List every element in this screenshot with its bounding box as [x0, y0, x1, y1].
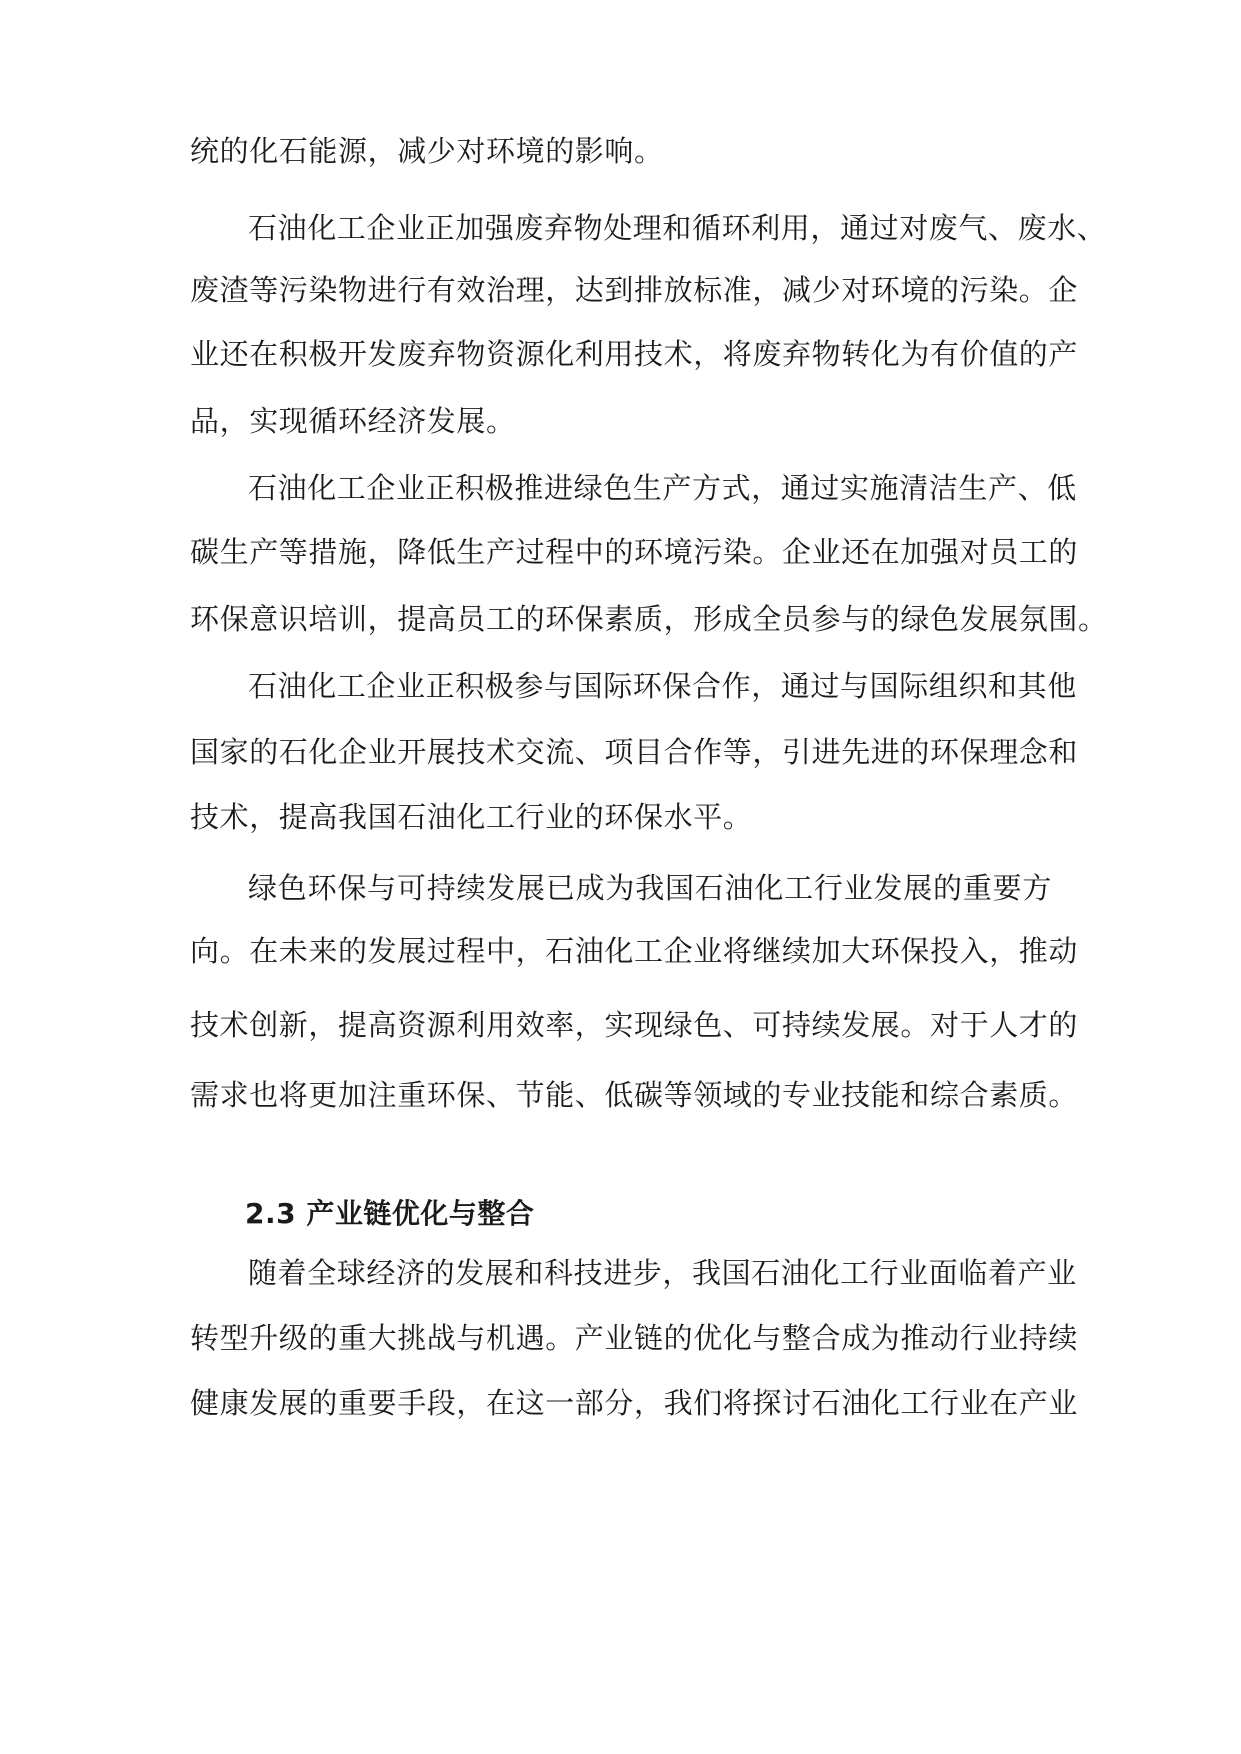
- text-line: 向。在未来的发展过程中，石油化工企业将继续加大环保投入，推动: [190, 934, 1079, 968]
- text-line: 石油化工企业正积极参与国际环保合作，通过与国际组织和其他: [248, 669, 1077, 703]
- text-line: 健康发展的重要手段，在这一部分，我们将探讨石油化工行业在产业: [190, 1386, 1079, 1420]
- section-heading: 2.3 产业链优化与整合: [245, 1197, 535, 1230]
- text-line: 品，实现循环经济发展。: [190, 404, 516, 438]
- text-line: 技术，提高我国石油化工行业的环保水平。: [190, 800, 753, 834]
- text-line: 碳生产等措施，降低生产过程中的环境污染。企业还在加强对员工的: [190, 535, 1079, 569]
- text-line: 转型升级的重大挑战与机遇。产业链的优化与整合成为推动行业持续: [190, 1321, 1079, 1355]
- text-line: 统的化石能源，减少对环境的影响。: [190, 134, 664, 168]
- text-line: 国家的石化企业开展技术交流、项目合作等，引进先进的环保理念和: [190, 735, 1079, 769]
- text-line: 随着全球经济的发展和科技进步，我国石油化工行业面临着产业: [248, 1256, 1077, 1290]
- text-line: 业还在积极开发废弃物资源化利用技术，将废弃物转化为有价值的产: [190, 337, 1079, 371]
- text-line: 石油化工企业正积极推进绿色生产方式，通过实施清洁生产、低: [248, 471, 1077, 505]
- text-line: 石油化工企业正加强废弃物处理和循环利用，通过对废气、废水、: [248, 211, 1107, 245]
- text-line: 绿色环保与可持续发展已成为我国石油化工行业发展的重要方: [248, 871, 1052, 905]
- text-line: 环保意识培训，提高员工的环保素质，形成全员参与的绿色发展氛围。: [190, 602, 1108, 636]
- text-line: 需求也将更加注重环保、节能、低碳等领域的专业技能和综合素质。: [190, 1078, 1079, 1112]
- text-line: 废渣等污染物进行有效治理，达到排放标准，减少对环境的污染。企: [190, 273, 1079, 307]
- text-line: 技术创新，提高资源利用效率，实现绿色、可持续发展。对于人才的: [190, 1008, 1079, 1042]
